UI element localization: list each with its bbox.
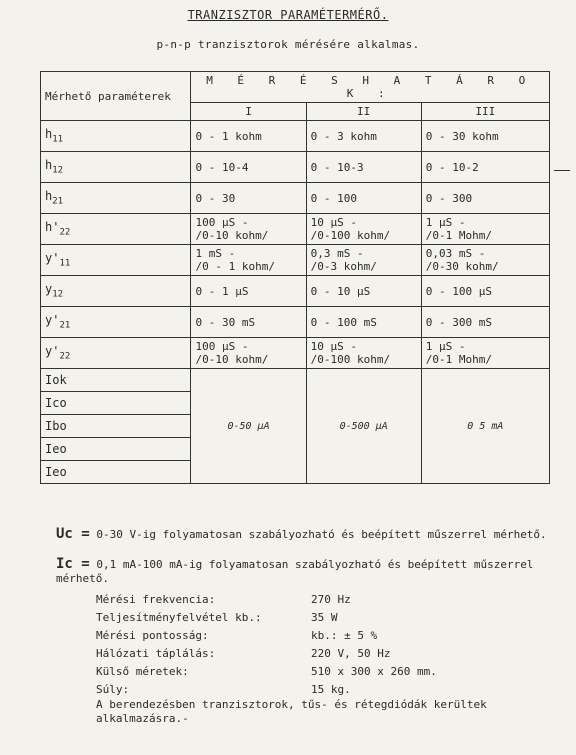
range-value-1: 0 - 1 µS [191,276,306,307]
current-range-3: 0 5 mA [421,369,549,484]
ranges-header: M É R É S H A T Á R O K : [191,72,550,103]
range-value-3: 0 - 30 kohm [421,121,549,152]
spec-value: 270 Hz [311,592,351,606]
spec-label: Mérési frekvencia: [96,592,216,606]
param-symbol: $h'_{22}$ [41,214,191,245]
table-row [41,338,550,369]
footer-note: A berendezésben tranzisztorok, tűs- és rétegdiódák kerültek alkalmazásra.- [96,698,487,725]
param-header: Mérhető paraméterek [41,72,191,121]
spec-value: kb.: ± 5 % [311,628,378,642]
range-label-3: III [421,103,549,121]
table-row [41,121,550,152]
spec-row [96,644,437,662]
current-symbol: Iok [41,369,191,392]
range-value-2: 0 - 10 µS [306,276,421,307]
range-value-3: 0 - 300 mS [421,307,549,338]
range-value-1: 1 mS - /0 - 1 kohm/ [191,245,306,276]
param-symbol: $y_{12}$ [41,276,191,307]
range-value-3: 0 - 10-2 [421,152,549,183]
spec-value: 220 V, 50 Hz [311,646,391,660]
spec-row [96,680,437,698]
margin-mark [554,170,570,171]
table-row [41,183,550,214]
table-row [41,214,550,245]
range-value-2: 0 - 10-3 [306,152,421,183]
current-range-2: 0-500 µA [306,369,421,484]
range-value-1: 0 - 30 [191,183,306,214]
table-row [41,307,550,338]
spec-value: 510 x 300 x 260 mm. [311,664,437,678]
current-range-1: 0-50 µA [191,369,306,484]
param-symbol: $h_{12}$ [41,152,191,183]
spec-row [96,626,437,644]
spec-label: Mérési pontosság: [96,628,209,642]
spec-row [96,590,437,608]
current-symbol: Ieo [41,438,191,461]
uc-symbol: Uc = [56,526,90,542]
range-value-1: 0 - 10-4 [191,152,306,183]
ic-symbol: Ic = [56,556,90,572]
param-symbol: $y'_{11}$ [41,245,191,276]
range-value-2: 10 µS - /0-100 kohm/ [306,338,421,369]
table-row [41,245,550,276]
ic-text: 0,1 mA-100 mA-ig folyamatosan szabályozható és beépített műszerrel mérhető. [56,558,534,585]
table-row [41,369,550,392]
range-value-2: 0,3 mS - /0-3 kohm/ [306,245,421,276]
range-value-1: 0 - 30 mS [191,307,306,338]
current-symbol: Ieo [41,461,191,484]
range-value-2: 0 - 100 mS [306,307,421,338]
param-symbol: $h_{11}$ [41,121,191,152]
current-symbol: Ico [41,392,191,415]
range-label-1: I [191,103,306,121]
uc-note [56,527,556,542]
spec-value: 35 W [311,610,338,624]
range-value-1: 100 µS - /0-10 kohm/ [191,214,306,245]
uc-text: 0-30 V-ig folyamatosan szabályozható és beépített műszerrel mérhető. [96,528,547,541]
spec-label: Súly: [96,682,130,696]
range-value-3: 1 µS - /0-1 Mohm/ [421,338,549,369]
parameter-table [40,71,550,484]
range-value-2: 0 - 100 [306,183,421,214]
table-row [41,152,550,183]
range-label-2: II [306,103,421,121]
range-value-2: 10 µS - /0-100 kohm/ [306,214,421,245]
spec-value: 15 kg. [311,682,351,696]
range-value-1: 0 - 1 kohm [191,121,306,152]
range-value-3: 0 - 300 [421,183,549,214]
param-symbol: $y'_{22}$ [41,338,191,369]
table-row [41,276,550,307]
spec-list [96,590,437,698]
spec-label: Teljesítményfelvétel kb.: [96,610,262,624]
current-symbol: Ibo [41,415,191,438]
param-symbol: $h_{21}$ [41,183,191,214]
spec-row [96,662,437,680]
document-subtitle: p-n-p tranzisztorok mérésére alkalmas. [156,38,420,51]
range-value-3: 0 - 100 µS [421,276,549,307]
spec-label: Hálózati táplálás: [96,646,216,660]
range-value-1: 100 µS - /0-10 kohm/ [191,338,306,369]
spec-row [96,608,437,626]
document-title: TRANZISZTOR PARAMÉTERMÉRŐ. [187,8,389,22]
range-value-2: 0 - 3 kohm [306,121,421,152]
range-value-3: 0,03 mS - /0-30 kohm/ [421,245,549,276]
ic-note [56,557,556,586]
spec-label: Külső méretek: [96,664,189,678]
range-value-3: 1 µS - /0-1 Mohm/ [421,214,549,245]
param-symbol: $y'_{21}$ [41,307,191,338]
